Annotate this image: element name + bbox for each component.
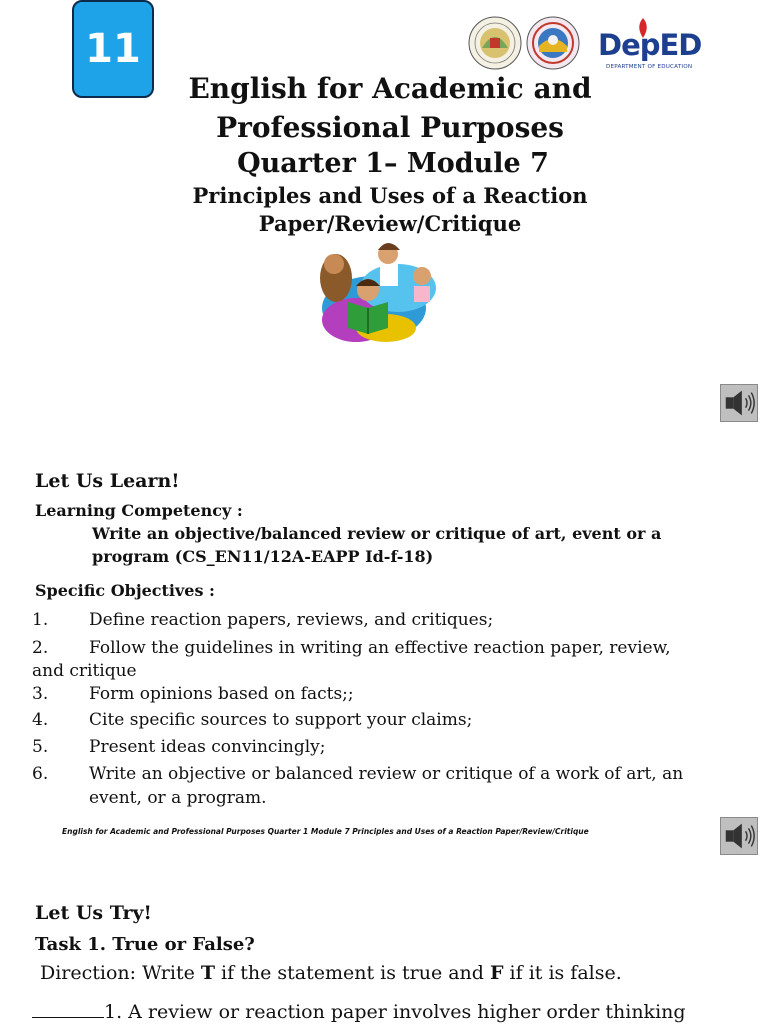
objective-text: event, or a program. — [89, 788, 267, 808]
speaker-icon[interactable] — [720, 817, 758, 855]
deped-logo-subtitle: DEPARTMENT OF EDUCATION — [606, 64, 693, 70]
page-footer: English for Academic and Professional Purposes Quarter 1 Module 7 Principles and Uses of a Reaction Paper/Review/Critique — [62, 827, 589, 836]
direction-part: Direction: Write — [40, 962, 201, 984]
direction-text — [40, 962, 622, 984]
objective-text: and critique — [32, 661, 137, 681]
deped-logo — [598, 18, 706, 72]
title-line-1: English for Academic and — [188, 72, 592, 105]
title-line-2: Professional Purposes — [216, 111, 564, 144]
competency-line-1: Write an objective/balanced review or critique of art, event or a — [92, 524, 662, 543]
competency-line-2: program (CS_EN11/12A-EAPP Id-f-18) — [92, 547, 434, 566]
topic-line-1: Principles and Uses of a Reaction — [192, 183, 588, 208]
direction-part: if the statement is true and — [215, 962, 490, 984]
objective-number: 3. — [32, 684, 49, 704]
objective-text: Form opinions based on facts;; — [89, 684, 354, 704]
objective-text: Write an objective or balanced review or critique of a work of art, an — [89, 764, 684, 784]
module-label: Quarter 1– Module 7 — [237, 148, 549, 179]
deped-seal-icon — [468, 16, 522, 70]
direction-part: if it is false. — [503, 962, 622, 984]
objective-text: Define reaction papers, reviews, and critiques; — [89, 610, 494, 630]
let-us-try-heading: Let Us Try! — [35, 902, 152, 924]
topic-line-2: Paper/Review/Critique — [258, 211, 522, 236]
answer-blank[interactable] — [32, 1000, 104, 1018]
question-item — [32, 1000, 686, 1023]
objective-number: 5. — [32, 737, 49, 757]
let-us-learn-heading: Let Us Learn! — [35, 470, 180, 492]
objective-number: 4. — [32, 710, 49, 730]
question-text: 1. A review or reaction paper involves higher order thinking — [104, 1001, 686, 1023]
objective-text: Present ideas convincingly; — [89, 737, 326, 757]
speaker-icon[interactable] — [720, 384, 758, 422]
direction-true-letter: T — [200, 962, 216, 984]
grade-badge: 11 — [72, 0, 154, 98]
direction-false-letter: F — [490, 962, 504, 984]
learning-competency-label: Learning Competency : — [35, 501, 243, 520]
region-seal-icon — [526, 16, 580, 70]
task-heading: Task 1. True or False? — [35, 934, 255, 955]
objective-number: 1. — [32, 610, 49, 630]
objective-number: 6. — [32, 764, 49, 784]
specific-objectives-label: Specific Objectives : — [35, 581, 215, 600]
children-reading-illustration — [316, 236, 442, 346]
deped-logo-text: DepED — [598, 28, 702, 62]
objective-text: Follow the guidelines in writing an effective reaction paper, review, — [89, 638, 671, 658]
objective-text: Cite specific sources to support your claims; — [89, 710, 473, 730]
objective-number: 2. — [32, 638, 49, 658]
